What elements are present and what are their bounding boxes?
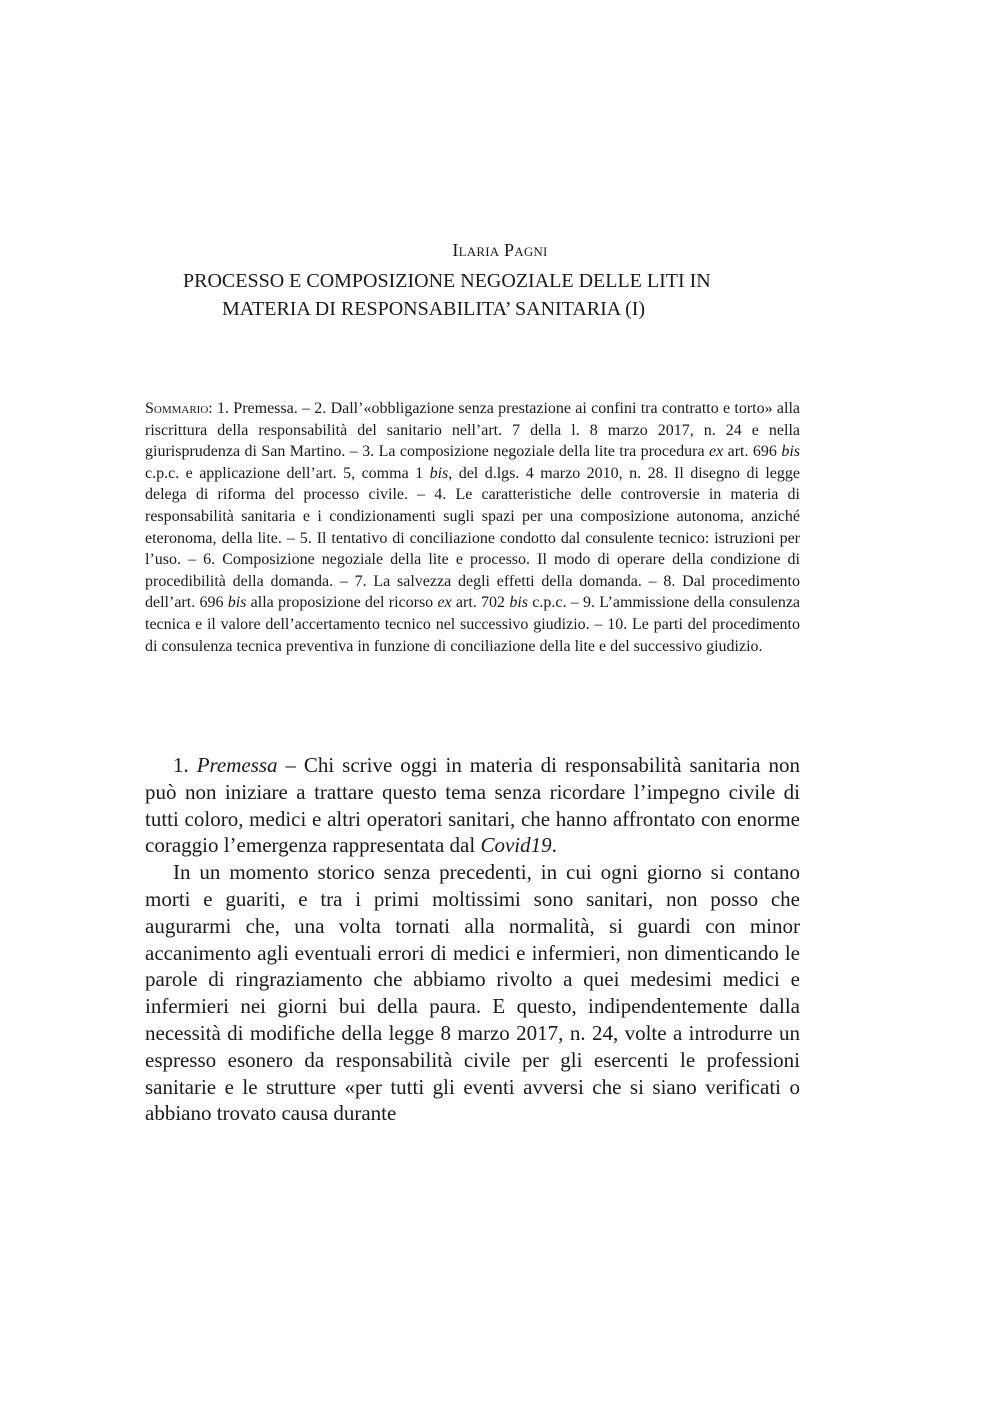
author-last-name: Pagni [504,240,548,260]
summary-text-4: , del d.lgs. 4 marzo 2010, n. 28. Il disegno di legge delega di riforma del processo civile. – 4. Le caratteristiche delle controversie in materia di responsabilità sanitaria e i condizionamenti sugli spazi per una composizione autonoma, anziché eteronoma, della lite. – 5. Il tentativo di conciliazione condotto dal consulente tecnico: istruzioni per l’uso. – 6. Composizione negoziale della lite e processo. Il modo di operare della condizione di procedibilità della domanda. – 7. La salvezza degli effetti della domanda. – 8. Dal procedimento dell’art. 696 [145,464,801,612]
summary-abstract [145,398,800,657]
summary-text-2: art. 696 [723,443,782,461]
paragraph-2: In un momento storico senza precedenti, in cui ogni giorno si contano morti e guariti, e tra i primi moltissimi sono sanitari, non posso che augurarmi che, una volta tornati alla normalità, si guardi con minor accanimento agli eventuali errori di medici e infermieri, non dimenticando le parole di ringraziamento che abbiamo rivolto a quei medesimi medici e infermieri nei giorni bui della paura. E questo, indipendentemente dalla necessità di modifiche della legge 8 marzo 2017, n. 24, volte a introdurre un espresso esonero da responsabilità civile per gli esercenti le professioni sanitarie e le strutture «per tutti gli eventi avversi che si siano verificati o abbiano trovato causa durante [145,860,800,1126]
paragraph-1-text: – Chi scrive oggi in materia di responsabilità sanitaria non può non iniziare a trattare questo tema senza ricordare l’impegno civile di tutti coloro, medici e altri operatori sanitari, che hanno affrontato con enorme coraggio l’emergenza rappresentata dal [145,753,801,858]
covid-term: Covid19 [480,833,552,858]
summary-bis-2: bis [429,464,449,482]
summary-ex-2: ex [437,594,452,612]
section-number: 1. [173,753,197,777]
article-title [140,267,840,323]
summary-text-6: art. 702 [451,594,510,612]
summary-ex-1: ex [708,443,724,461]
summary-text-5: alla proposizione del ricorso [246,594,438,612]
section-heading: Premessa [196,753,278,777]
author-first-name: Ilaria [452,240,500,260]
summary-text-7: c.p.c. – 9. L’ammissione della consulenza tecnica e il valore dell’accertamento tecnico nel successivo giudizio. – 10. Le parti del procedimento di consulenza tecnica preventiva in funzione di conciliazione della lite e del successivo giudizio. [145,594,801,655]
paragraph-1 [145,752,800,859]
summary-text-3: c.p.c. e applicazione dell’art. 5, comma 1 [145,464,430,482]
title-line-2: MATERIA DI RESPONSABILITA’ SANITARIA (I) [222,298,646,320]
summary-label: Sommario [145,400,209,417]
summary-bis-4: bis [509,594,528,612]
summary-bis-3: bis [227,594,247,612]
paragraph-1-end: . [551,833,557,858]
summary-bis-1: bis [781,443,801,461]
author-name [0,240,1000,261]
summary-text-1: : 1. Premessa. – 2. Dall’«obbligazione senza prestazione ai confini tra contratto e torto» alla riscrittura della responsabilità del sanitario nell’art. 7 della l. 8 marzo 2017, n. 24 e nella giurisprudenza di San Martino. – 3. La composizione negoziale della lite tra procedura [145,400,800,461]
body-text [145,752,800,1127]
title-line-1: PROCESSO E COMPOSIZIONE NEGOZIALE DELLE LITI IN [183,270,711,292]
